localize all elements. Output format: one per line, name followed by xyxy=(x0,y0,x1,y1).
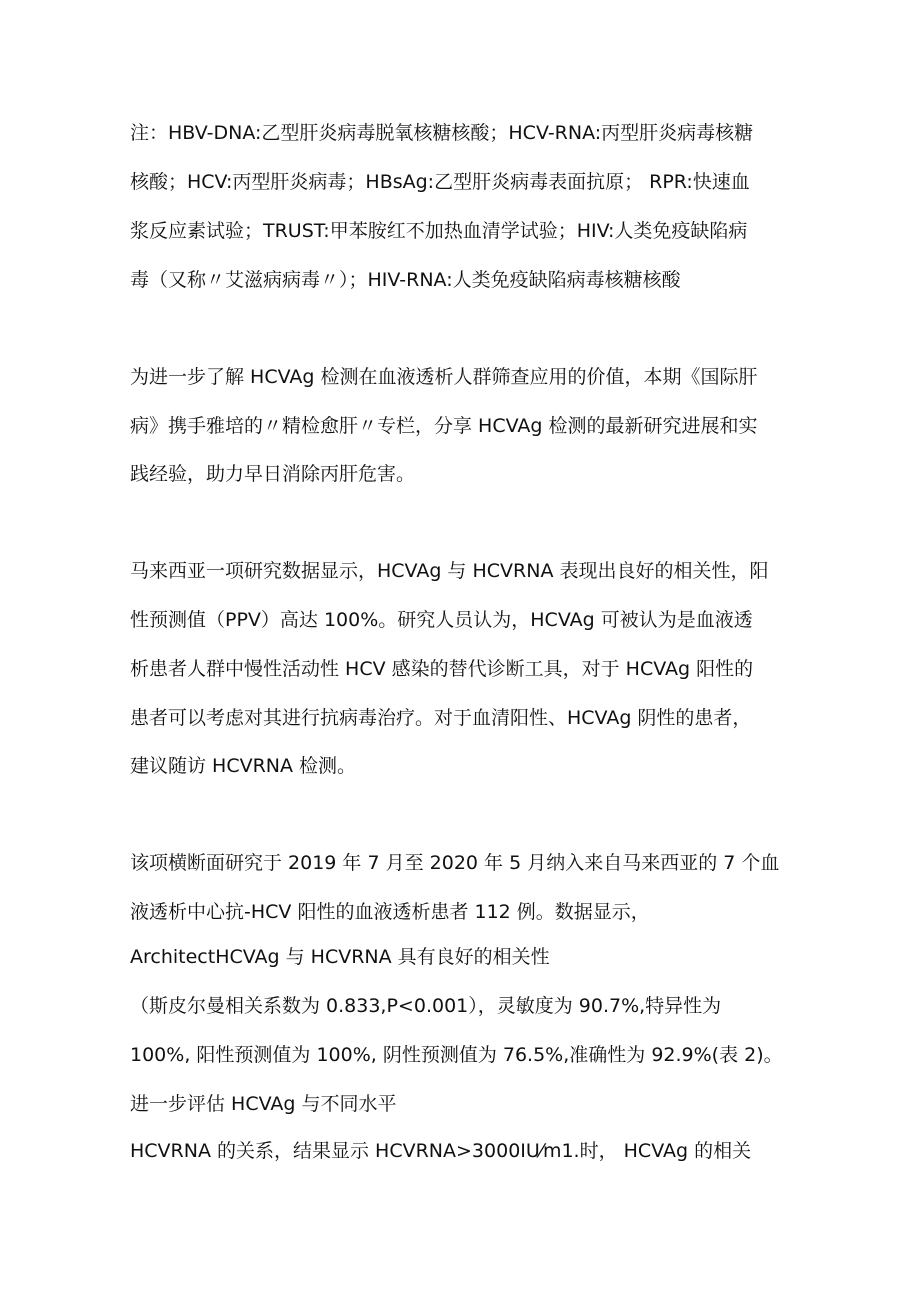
detail-line-5: 100%, 阳性预测值为 100%, 阴性预测值为 76.5%,准确性为 92.9%(表 2)。 xyxy=(130,1044,783,1066)
note-line-2: 核酸；HCV:丙型肝炎病毒；HBsAg:乙型肝炎病毒表面抗原； RPR:快速血 xyxy=(130,171,750,193)
study-line-3: 析患者人群中慢性活动性 HCV 感染的替代诊断工具，对于 HCVAg 阳性的 xyxy=(130,658,754,680)
intro-line-3: 践经验，助力早日消除丙肝危害。 xyxy=(130,463,416,485)
study-line-4: 患者可以考虑对其进行抗病毒治疗。对于血清阳性、HCVAg 阴性的患者， xyxy=(130,707,752,729)
detail-line-2: 液透析中心抗-HCV 阳性的血液透析患者 112 例。数据显示， xyxy=(130,901,650,923)
detail-line-3: ArchitectHCVAg 与 HCVRNA 具有良好的相关性 xyxy=(130,946,550,968)
note-line-3: 浆反应素试验；TRUST:甲苯胺红不加热血清学试验；HIV:人类免疫缺陷病 xyxy=(130,220,748,242)
detail-line-4: （斯皮尔曼相关系数为 0.833,P<0.001），灵敏度为 90.7%,特异性为 xyxy=(130,995,722,1017)
study-line-5: 建议随访 HCVRNA 检测。 xyxy=(130,755,357,777)
note-line-1: 注：HBV-DNA:乙型肝炎病毒脱氧核糖核酸；HCV-RNA:丙型肝炎病毒核糖 xyxy=(130,122,754,144)
detail-line-7: HCVRNA 的关系，结果显示 HCVRNA>3000IU⁄m1.时， HCVAg 的相关 xyxy=(130,1140,752,1162)
note-line-4: 毒（又称〃艾滋病病毒〃）；HIV-RNA:人类免疫缺陷病毒核糖核酸 xyxy=(130,269,681,291)
intro-line-2: 病》携手雅培的〃精检愈肝〃专栏，分享 HCVAg 检测的最新研究进展和实 xyxy=(130,415,758,437)
study-line-1: 马来西亚一项研究数据显示，HCVAg 与 HCVRNA 表现出良好的相关性，阳 xyxy=(130,560,769,582)
study-line-2: 性预测值（PPV）高达 100%。研究人员认为，HCVAg 可被认为是血液透 xyxy=(130,609,753,631)
intro-line-1: 为进一步了解 HCVAg 检测在血液透析人群筛查应用的价值，本期《国际肝 xyxy=(130,366,758,388)
detail-line-1: 该项横断面研究于 2019 年 7 月至 2020 年 5 月纳入来自马来西亚的 7 个血 xyxy=(130,852,780,874)
detail-line-6: 进一步评估 HCVAg 与不同水平 xyxy=(130,1093,397,1115)
